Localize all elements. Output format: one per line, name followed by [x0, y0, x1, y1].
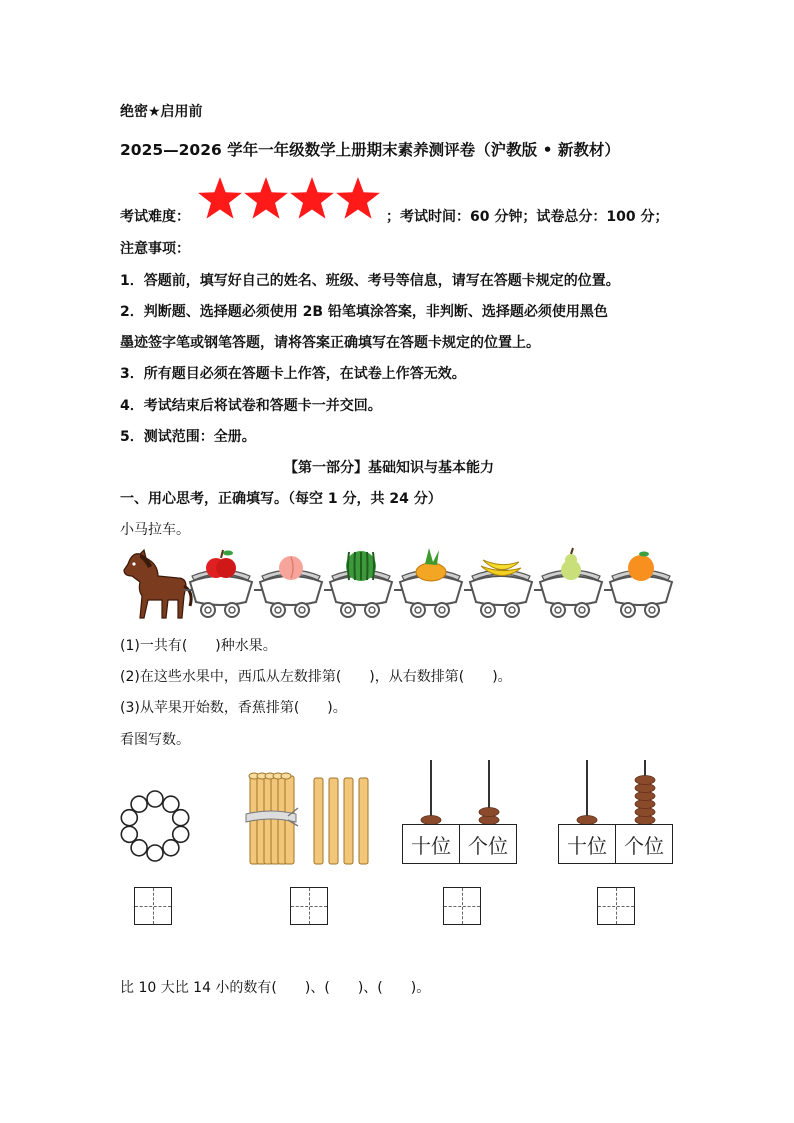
cart-pear: [534, 548, 602, 617]
circle-item: [163, 840, 179, 856]
cart-apple: [184, 550, 252, 617]
answer-box-2[interactable]: [290, 887, 328, 925]
horse-sub-question-3: (3)从苹果开始数，香蕉排第( )。: [120, 700, 347, 716]
notice-item: 1．答题前，填写好自己的姓名、班级、考号等信息，请写在答题卡规定的位置。: [120, 273, 620, 289]
watermelon-icon: [346, 551, 376, 581]
abacus-1-rods: [402, 758, 520, 828]
ones-label: 个位: [615, 825, 672, 863]
cart-peach: [254, 556, 322, 617]
loose-stick: [314, 778, 323, 864]
tens-label: 十位: [411, 833, 451, 858]
circle-item: [121, 810, 137, 826]
cart-pineapple: [394, 548, 462, 617]
horse-question-prompt: 小马拉车。: [120, 522, 190, 538]
peach-icon: [279, 556, 303, 580]
star-icon: [290, 177, 334, 219]
answer-box-3[interactable]: [443, 887, 481, 925]
picture-question-prompt: 看图写数。: [120, 732, 190, 748]
sticks-picture: [244, 768, 374, 868]
star-icon: [244, 177, 288, 219]
notice-item: 4．考试结束后将试卷和答题卡一并交回。: [120, 398, 382, 414]
notice-item: 2．判断题、选择题必须使用 2B 铅笔填涂答案，非判断、选择题必须使用黑色: [120, 304, 608, 320]
difficulty-label: 考试难度：: [120, 209, 190, 225]
notice-item: 墨迹签字笔或钢笔答题，请将答案正确填写在答题卡规定的位置上。: [120, 335, 540, 351]
pear-icon: [561, 548, 581, 580]
section1-heading: 一、用心思考，正确填写。（每空 1 分，共 24 分）: [120, 491, 442, 507]
secret-label: 绝密★启用前: [120, 104, 203, 120]
notice-heading: 注意事项：: [120, 241, 190, 257]
cart-watermelon: [324, 551, 392, 617]
loose-stick: [329, 778, 338, 864]
loose-stick: [359, 778, 368, 864]
cart-orange: [604, 552, 672, 618]
tens-label: 十位: [567, 833, 607, 858]
exam-title: 2025—2026 学年一年级数学上册期末素养测评卷（沪教版 • 新教材）: [120, 141, 620, 159]
circle-item: [147, 791, 163, 807]
circle-item: [173, 810, 189, 826]
circle-item: [121, 826, 137, 842]
horse-sub-question-2: (2)在这些水果中，西瓜从左数排第( )，从右数排第( )。: [120, 669, 512, 685]
abacus-1-place-value-table: [402, 824, 517, 864]
star-icon: [198, 177, 242, 219]
notice-item: 5．测试范围：全册。: [120, 429, 256, 445]
notice-item: 3．所有题目必须在答题卡上作答，在试卷上作答无效。: [120, 366, 466, 382]
circle-item: [131, 796, 147, 812]
circle-item: [131, 840, 147, 856]
difficulty-stars: [197, 176, 383, 222]
abacus-2-rods: [558, 758, 676, 828]
horse-sub-question-1: (1)一共有( )种水果。: [120, 638, 277, 654]
pineapple-icon: [416, 548, 446, 581]
abacus-bead: [479, 808, 499, 817]
circle-item: [147, 845, 163, 861]
horse-cart-illustration: [118, 546, 674, 624]
abacus-2-place-value-table: [558, 824, 673, 864]
loose-stick: [344, 778, 353, 864]
stick-bundle: [246, 773, 298, 864]
fruit-carts: [184, 548, 672, 617]
answer-box-1[interactable]: [134, 887, 172, 925]
abacus-bead: [635, 776, 655, 785]
part1-heading: 【第一部分】基础知识与基本能力: [284, 460, 494, 476]
ones-label: 个位: [459, 825, 516, 863]
circle-item: [163, 796, 179, 812]
circle-item: [173, 826, 189, 842]
star-icon: [336, 177, 380, 219]
between-numbers-question: 比 10 大比 14 小的数有( )、( )、( )。: [120, 980, 431, 996]
cart-banana: [464, 560, 532, 617]
circles-ring-picture: [118, 790, 192, 862]
horse-icon: [124, 550, 191, 618]
orange-icon: [628, 552, 654, 582]
apple-icon: [206, 550, 236, 578]
answer-box-4[interactable]: [597, 887, 635, 925]
exam-meta: ；考试时间：60 分钟；试卷总分：100 分；: [386, 209, 669, 225]
